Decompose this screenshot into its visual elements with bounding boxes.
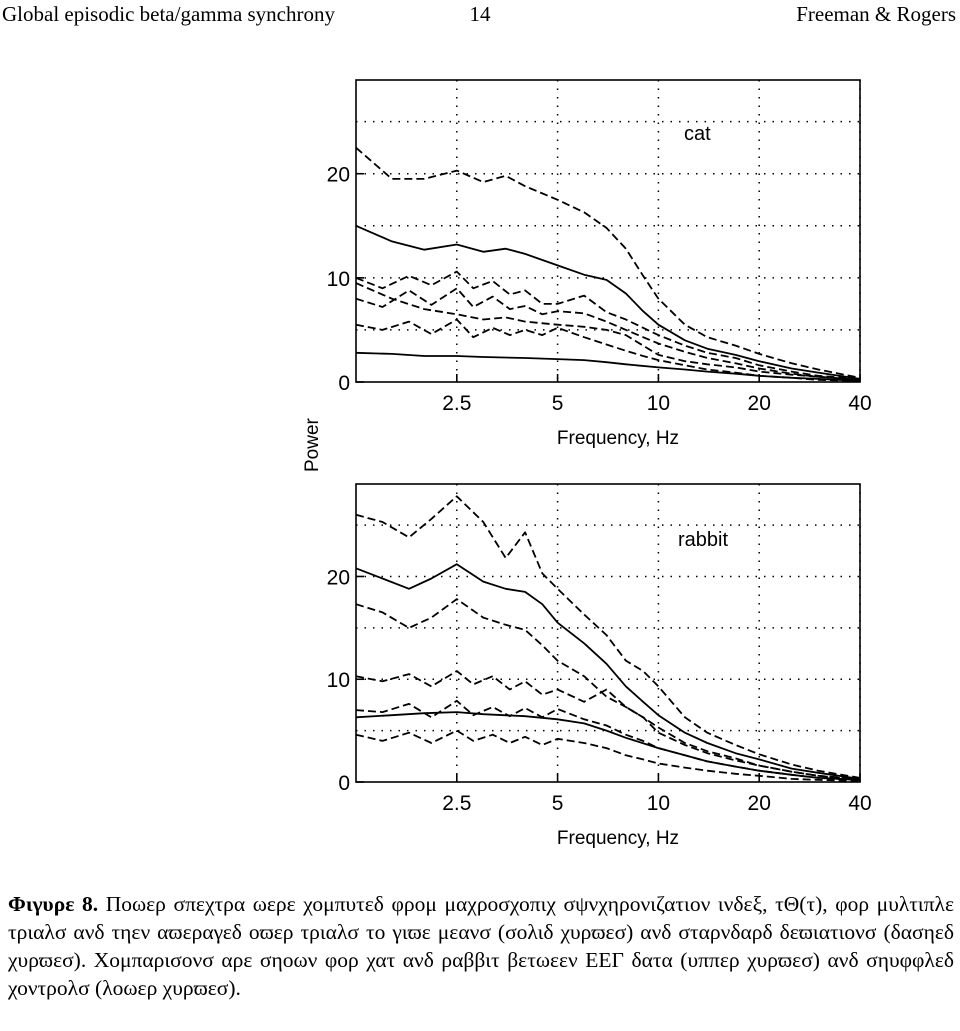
caption-label: Φιγυρε 8. <box>8 892 99 916</box>
y-tick-label: 20 <box>326 163 350 187</box>
panel-label: cat <box>684 123 711 145</box>
y-tick-label: 10 <box>326 669 350 693</box>
x-tick-label: 10 <box>646 792 671 815</box>
x-tick-label: 20 <box>747 792 771 815</box>
y-tick-label: 10 <box>326 267 350 291</box>
x-axis-label: Frequency, Hz <box>556 828 680 849</box>
page-number: 14 <box>469 2 491 26</box>
sd-curve-1 <box>356 148 860 378</box>
caption-text: Ποωερ σπεχτρα ωερε χομπυτεδ φρομ μαχροσχοπιχ σψνχηρονιζατιον ινδεξ, τΘ(τ), φορ μυλτιπλε τριαλσ ανδ τηεν αϖεραγεδ οϖερ τριαλσ το γιϖε μεανσ (σολιδ χυρϖεσ) ανδ σταρνδαρδ δεϖιατιονσ (δασηεδ χυρϖεσ). Χομπαρισονσ αρε σηοων φορ χατ ανδ ραββιτ βετωεεν ΕΕΓ δατα (υππερ χυρϖεσ) ανδ σηυφφλεδ χοντρολσ (λοωερ χυρϖεσ). <box>8 892 955 1000</box>
plot-frame <box>356 80 860 382</box>
figure-caption <box>8 890 954 1002</box>
mean-curve-0 <box>356 564 860 779</box>
running-title: Global episodic beta/gamma synchrony <box>2 2 335 26</box>
sd-curve-2 <box>356 599 860 780</box>
y-tick-label: 0 <box>338 772 350 795</box>
y-tick-label: 0 <box>338 372 350 395</box>
plot-frame <box>356 484 860 782</box>
rabbit-spectrum-panel <box>327 484 872 849</box>
cat-spectrum-panel <box>327 80 872 449</box>
x-tick-label: 2.5 <box>442 792 472 815</box>
shared-y-axis-label: Power <box>302 418 323 472</box>
authors: Freeman & Rogers <box>796 2 956 26</box>
sd-curve-1 <box>356 496 860 778</box>
x-tick-label: 10 <box>646 392 671 415</box>
x-tick-label: 40 <box>848 392 872 415</box>
x-tick-label: 20 <box>747 392 771 415</box>
x-tick-label: 5 <box>551 792 564 815</box>
y-tick-label: 20 <box>326 566 350 590</box>
sd-curve-2 <box>356 283 860 380</box>
x-tick-label: 5 <box>551 392 564 415</box>
x-tick-label: 2.5 <box>442 392 472 415</box>
x-axis-label: Frequency, Hz <box>556 428 680 449</box>
x-tick-label: 40 <box>848 792 872 815</box>
panel-label: rabbit <box>678 529 729 551</box>
